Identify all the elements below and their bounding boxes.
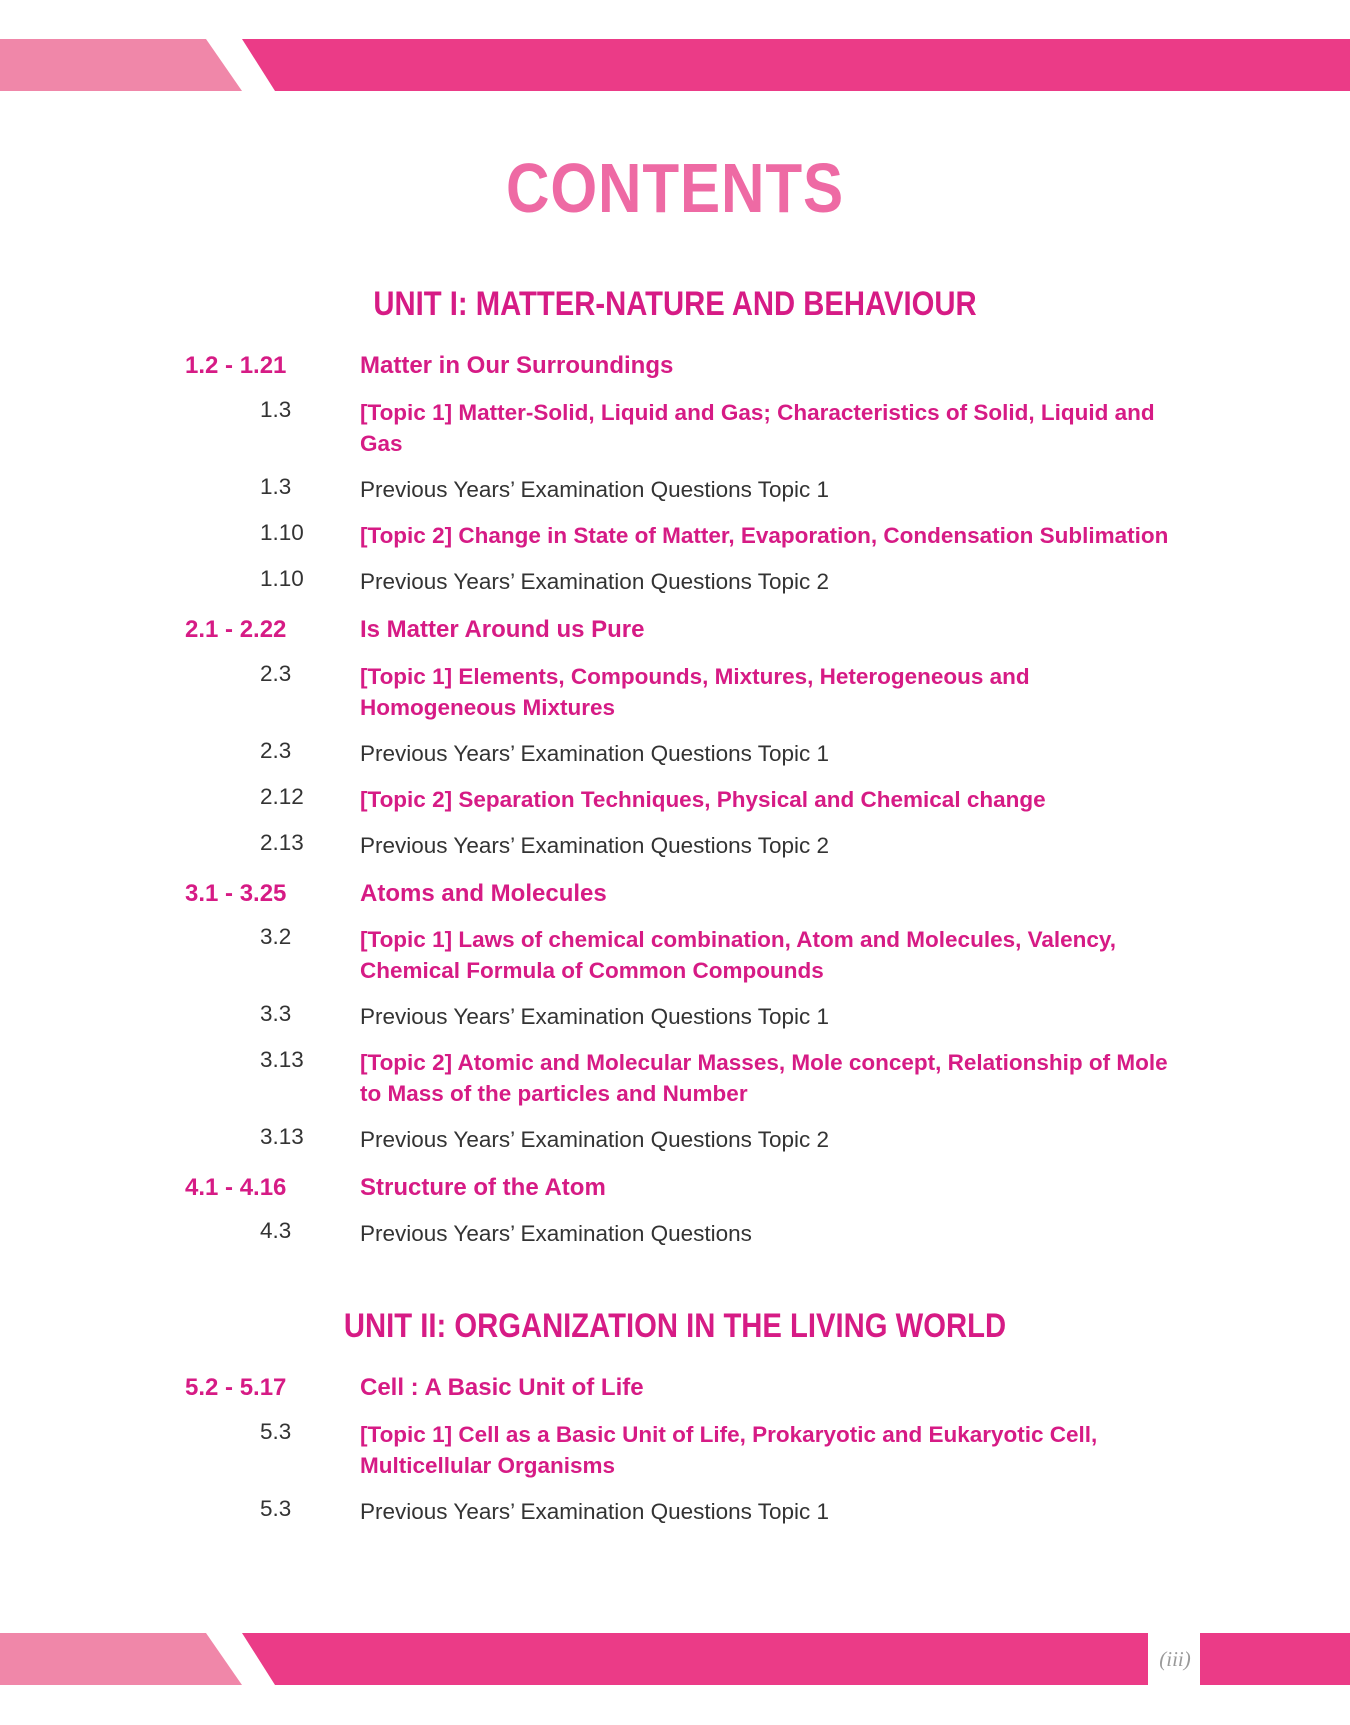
entry-page: 2.13	[260, 830, 304, 855]
entry-text: [Topic 2] Atomic and Molecular Masses, Mole concept, Relationship of Mole to Mass of the particles and Number	[360, 1050, 1168, 1106]
chapter-range: 3.1 - 3.25	[185, 880, 287, 907]
toc-entry-topic[interactable]	[0, 784, 1350, 830]
unit-heading: UNIT I: MATTER-NATURE AND BEHAVIOUR	[373, 285, 977, 323]
entry-page: 1.3	[260, 474, 292, 499]
top-band-light	[0, 39, 242, 91]
chapter-title: Is Matter Around us Pure	[360, 616, 645, 643]
entry-page: 1.3	[260, 397, 292, 422]
unit-heading: UNIT II: ORGANIZATION IN THE LIVING WORLD	[343, 1307, 1007, 1345]
bottom-band	[0, 1633, 1350, 1685]
chapter-row[interactable]	[0, 614, 1350, 661]
bottom-band-dark-right	[1200, 1633, 1350, 1685]
chapter-title: Atoms and Molecules	[360, 880, 607, 907]
chapter-title: Structure of the Atom	[360, 1174, 606, 1201]
entry-page: 3.13	[260, 1124, 304, 1149]
entry-page: 2.12	[260, 784, 304, 809]
unit-2-contents	[0, 1372, 1350, 1542]
entry-text: [Topic 1] Elements, Compounds, Mixtures, Heterogeneous and Homogeneous Mixtures	[360, 664, 1030, 720]
toc-entry-topic[interactable]	[0, 520, 1350, 566]
bottom-band-dark-left	[242, 1633, 1148, 1685]
chapter-row[interactable]	[0, 878, 1350, 924]
toc-entry-previous-years[interactable]	[0, 1496, 1350, 1542]
entry-page: 2.3	[260, 738, 292, 763]
toc-entry-topic[interactable]	[0, 661, 1350, 738]
entry-text: [Topic 1] Laws of chemical combination, Atom and Molecules, Valency, Chemical Formula of Common Compounds	[360, 927, 1116, 983]
chapter-row[interactable]	[0, 1372, 1350, 1419]
chapter-row[interactable]	[0, 1172, 1350, 1218]
entry-text: Previous Years’ Examination Questions	[360, 1221, 752, 1246]
toc-entry-topic[interactable]	[0, 924, 1350, 1001]
entry-text: Previous Years’ Examination Questions Topic 1	[360, 741, 830, 766]
entry-text: [Topic 2] Change in State of Matter, Evaporation, Condensation Sublimation	[360, 523, 1169, 548]
unit-1-contents	[0, 350, 1350, 1264]
chapter-range: 5.2 - 5.17	[185, 1374, 287, 1401]
chapter-range: 4.1 - 4.16	[185, 1174, 287, 1201]
entry-page: 3.3	[260, 1001, 292, 1026]
bottom-band-light	[0, 1633, 242, 1685]
page-number: (iii)	[1159, 1647, 1191, 1671]
entry-text: [Topic 1] Cell as a Basic Unit of Life, Prokaryotic and Eukaryotic Cell, Multicellular Organisms	[360, 1422, 1098, 1478]
entry-text: Previous Years’ Examination Questions Topic 2	[360, 1127, 830, 1152]
entry-text: Previous Years’ Examination Questions Topic 1	[360, 477, 830, 502]
chapter-range: 1.2 - 1.21	[185, 352, 287, 379]
toc-entry-previous-years[interactable]	[0, 738, 1350, 784]
toc-entry-topic[interactable]	[0, 1047, 1350, 1124]
entry-page: 1.10	[260, 520, 304, 545]
chapter-title: Matter in Our Surroundings	[360, 352, 674, 379]
top-band	[0, 39, 1350, 91]
entry-text: Previous Years’ Examination Questions Topic 1	[360, 1004, 830, 1029]
chapter-row[interactable]	[0, 350, 1350, 397]
bottom-band-graphic	[0, 1633, 1350, 1685]
toc-entry-topic[interactable]	[0, 1419, 1350, 1496]
entry-text: Previous Years’ Examination Questions Topic 2	[360, 569, 830, 594]
entry-page: 5.3	[260, 1419, 292, 1444]
entry-page: 3.13	[260, 1047, 304, 1072]
entry-text: [Topic 1] Matter-Solid, Liquid and Gas; Characteristics of Solid, Liquid and Gas	[360, 400, 1155, 456]
toc-entry-topic[interactable]	[0, 397, 1350, 474]
top-band-graphic	[0, 39, 1350, 91]
entry-page: 4.3	[260, 1218, 292, 1243]
entry-page: 5.3	[260, 1496, 292, 1521]
entry-text: Previous Years’ Examination Questions Topic 2	[360, 833, 830, 858]
toc-entry-previous-years[interactable]	[0, 474, 1350, 520]
toc-entry-previous-years[interactable]	[0, 1001, 1350, 1047]
chapter-title: Cell : A Basic Unit of Life	[360, 1374, 644, 1401]
entry-page: 2.3	[260, 661, 292, 686]
entry-text: [Topic 2] Separation Techniques, Physical and Chemical change	[360, 787, 1046, 812]
chapter-range: 2.1 - 2.22	[185, 616, 287, 643]
toc-entry-previous-years[interactable]	[0, 1124, 1350, 1172]
top-band-dark	[242, 39, 1350, 91]
toc-entry-previous-years[interactable]	[0, 830, 1350, 878]
toc-entry-previous-years[interactable]	[0, 1218, 1350, 1264]
entry-page: 3.2	[260, 924, 292, 949]
page-title: CONTENTS	[506, 149, 844, 227]
entry-page: 1.10	[260, 566, 304, 591]
toc-entry-previous-years[interactable]	[0, 566, 1350, 614]
entry-text: Previous Years’ Examination Questions Topic 1	[360, 1499, 830, 1524]
